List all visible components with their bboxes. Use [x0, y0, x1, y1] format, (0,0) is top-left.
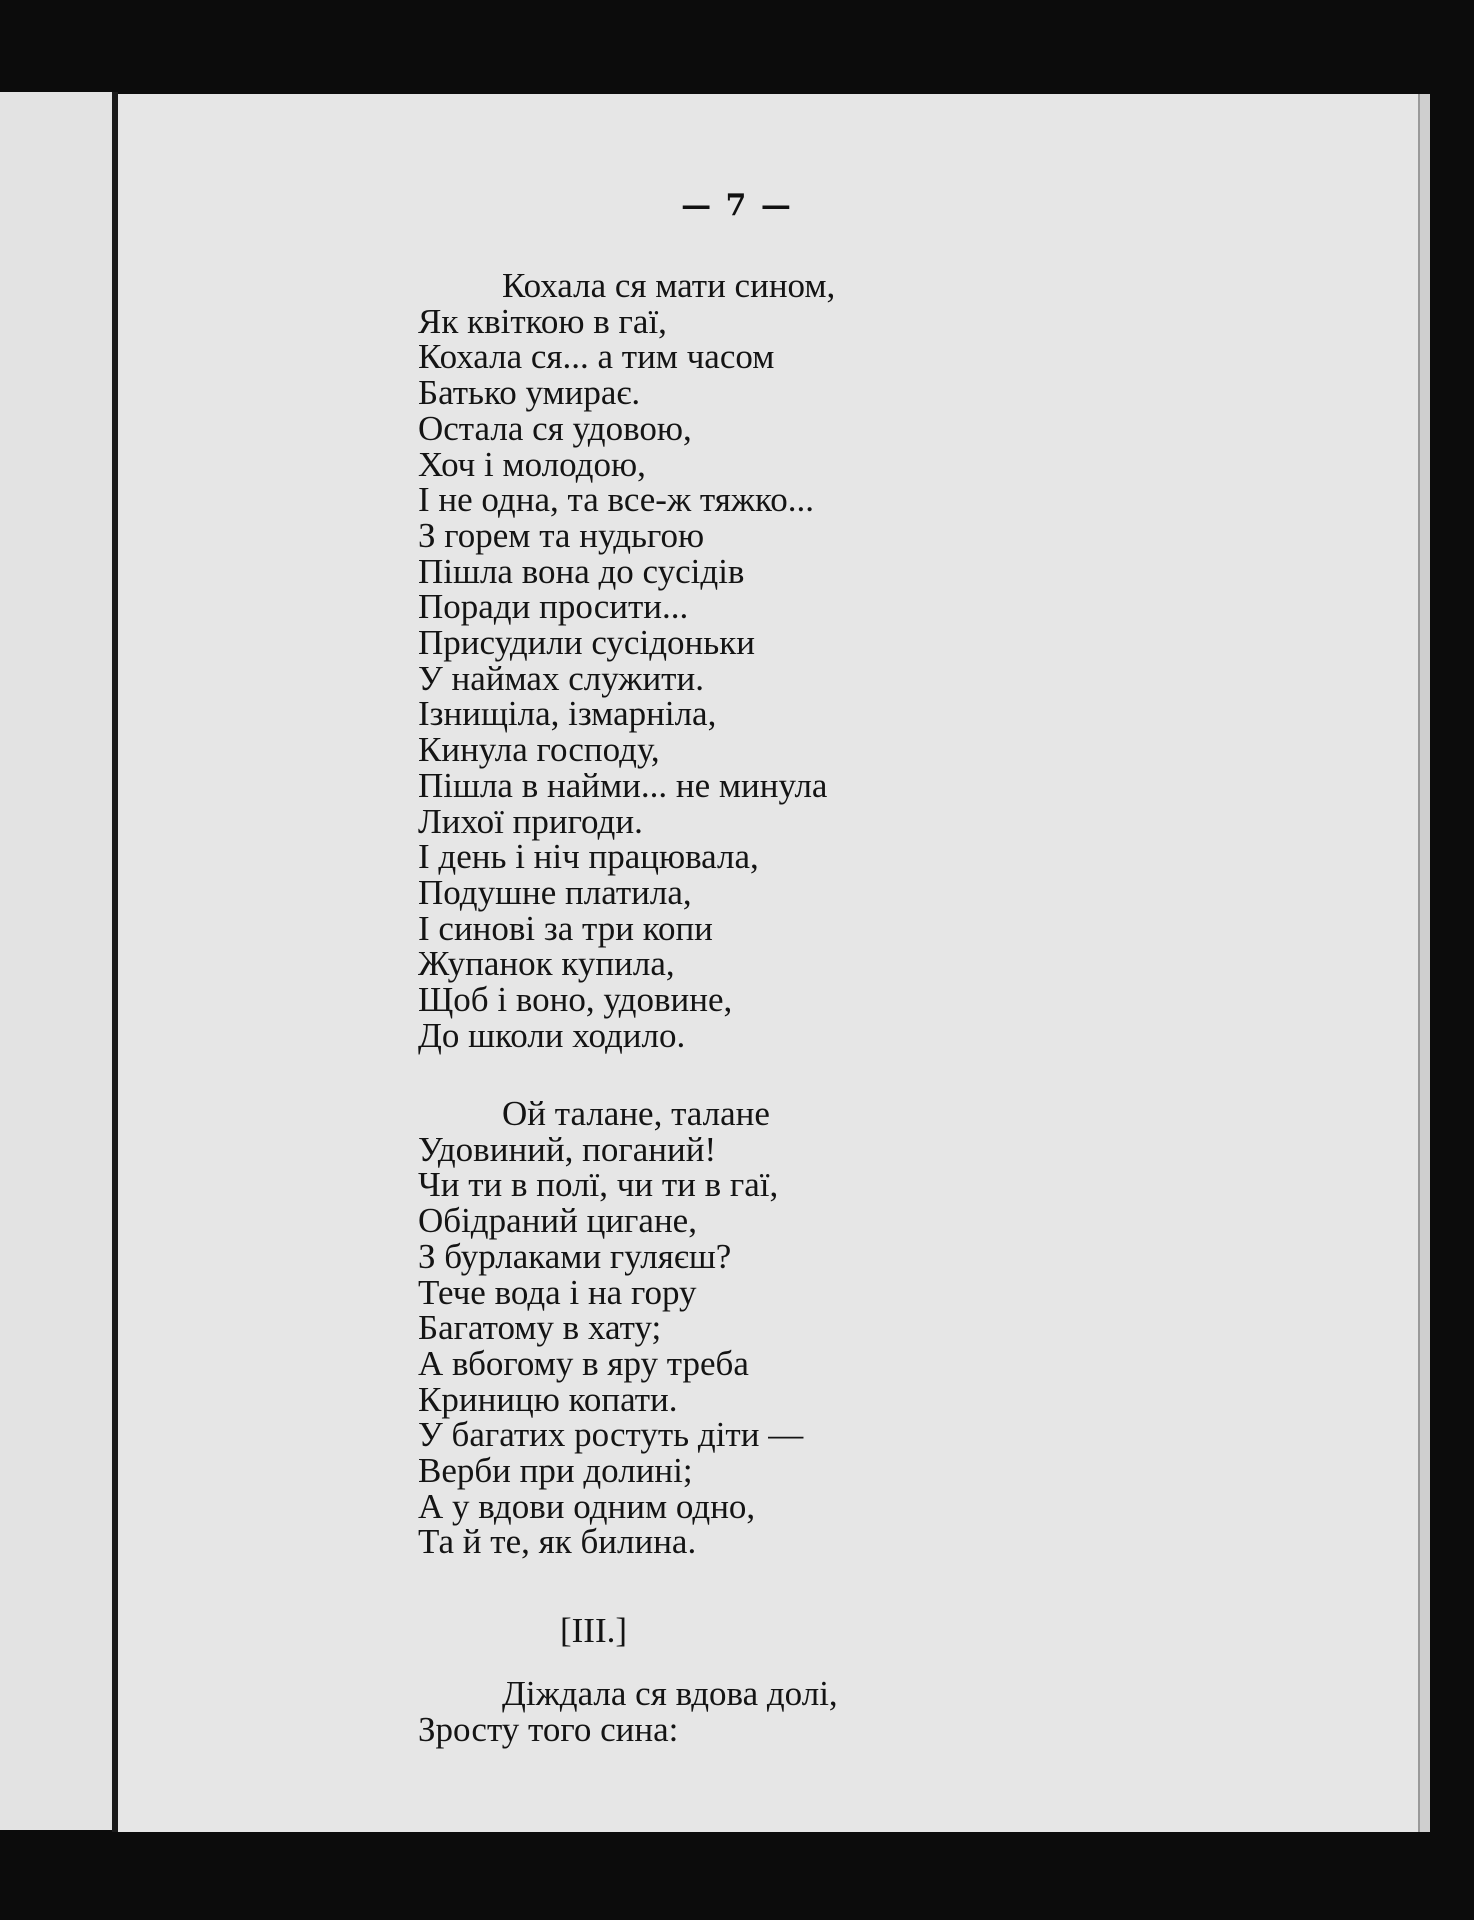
poem-line: Діждала ся вдова долі,: [502, 1674, 838, 1713]
poem-line: Щоб і воно, удовине,: [418, 980, 733, 1020]
poem-line: Присудили сусідоньки: [418, 623, 755, 663]
poem-line: До школи ходило.: [418, 1015, 686, 1055]
poem-line: Хоч і молодою,: [418, 444, 646, 484]
poem-line: З горем та нудьгою: [418, 515, 705, 555]
poem-line: А вбогому в яру треба: [418, 1343, 749, 1383]
poem-line: Та й те, як билина.: [418, 1522, 697, 1562]
page-right-edge: [1418, 94, 1430, 1832]
poem-line: І синові за три копи: [418, 908, 713, 948]
section-heading: [III.]: [560, 1611, 628, 1650]
poem-line: Пішла вона до сусідів: [418, 551, 745, 591]
binding-fold-line: [112, 92, 118, 1832]
poem-line: Кохала ся мати сином,: [502, 266, 836, 305]
poem-line: У багатих ростуть діти —: [418, 1415, 804, 1455]
poem-line: Тече вода і на гору: [418, 1272, 697, 1312]
poem-line: І день і ніч працювала,: [418, 837, 759, 877]
poem-line: Багатому в хату;: [418, 1308, 662, 1348]
page-number: — 7 —: [681, 188, 793, 223]
poem-line: Лихої пригоди.: [418, 801, 643, 841]
poem-line: Зросту того сина:: [418, 1709, 679, 1749]
poem-line: Кохала ся... а тим часом: [418, 337, 775, 377]
poem-line: Ізнищіла, ізмарніла,: [418, 694, 717, 734]
poem-line: Удовиний, поганий!: [418, 1129, 717, 1169]
poem-stanza-2: [418, 1096, 803, 1560]
poem-line: І не одна, та все-ж тяжко...: [418, 480, 814, 520]
poem-line: Остала ся удовою,: [418, 408, 692, 448]
poem-line: Як квіткою в гаї,: [418, 301, 667, 341]
previous-page-edge: [0, 92, 112, 1830]
poem-line: Ой талане, талане: [502, 1094, 770, 1133]
poem-line: Обідраний цигане,: [418, 1201, 697, 1241]
poem-stanza-3: [418, 1676, 838, 1747]
poem-line: Батько умирає.: [418, 373, 641, 413]
poem-line: Поради просити...: [418, 587, 689, 627]
poem-line: Чи ти в полї, чи ти в гаї,: [418, 1165, 779, 1205]
poem-line: У наймах служити.: [418, 658, 704, 698]
poem-line: А у вдови одним одно,: [418, 1486, 756, 1526]
poem-line: Жупанок купила,: [418, 944, 675, 984]
poem-line: Подушне платила,: [418, 872, 692, 912]
poem-line: Кинула господу,: [418, 730, 660, 770]
poem-line: З бурлаками гуляєш?: [418, 1236, 732, 1276]
poem-line: Верби при долині;: [418, 1451, 693, 1491]
poem-line: Пішла в найми... не минула: [418, 765, 828, 805]
poem-line: Криницю копати.: [418, 1379, 678, 1419]
poem-stanza-1: [418, 268, 835, 1053]
